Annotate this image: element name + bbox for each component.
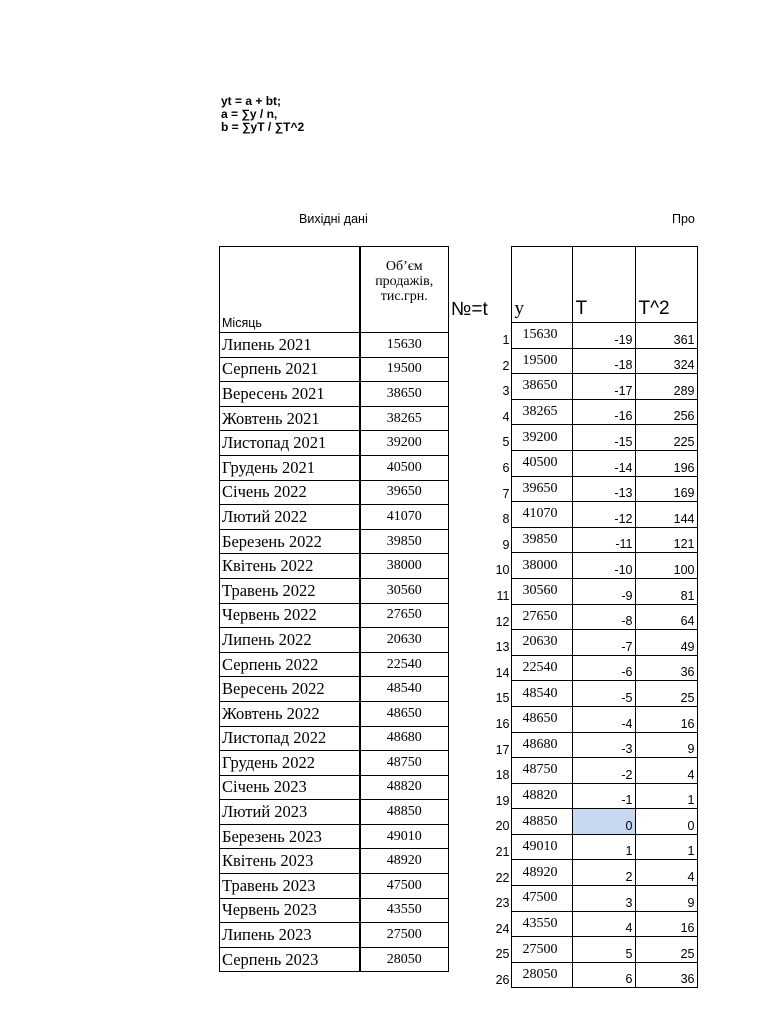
T2-cell[interactable]: 1 <box>635 783 697 809</box>
volume-cell[interactable]: 38000 <box>360 554 449 579</box>
y-cell[interactable]: 27500 <box>511 937 572 963</box>
T-cell[interactable]: -4 <box>572 706 635 732</box>
T2-cell[interactable]: 361 <box>635 323 697 349</box>
t-cell[interactable]: 15 <box>495 691 510 706</box>
y-cell[interactable]: 15630 <box>511 323 572 349</box>
month-cell[interactable]: Серпень 2022 <box>220 652 360 677</box>
T2-cell[interactable]: 324 <box>635 348 697 374</box>
t-cell[interactable]: 3 <box>502 384 510 399</box>
table-row <box>220 603 449 628</box>
t-cell[interactable]: 10 <box>495 563 510 578</box>
header-T[interactable]: T <box>572 247 635 323</box>
T-cell[interactable]: -19 <box>572 323 635 349</box>
volume-cell[interactable]: 48650 <box>360 701 449 726</box>
T2-cell[interactable]: 1 <box>635 834 697 860</box>
t-cell[interactable]: 14 <box>495 665 510 680</box>
T-cell[interactable]: -16 <box>572 399 635 425</box>
header-t[interactable]: №=t <box>451 298 488 320</box>
T-cell[interactable]: 4 <box>572 911 635 937</box>
table-row <box>448 681 697 707</box>
header-y[interactable]: y <box>511 247 572 323</box>
table-row <box>448 578 697 604</box>
month-cell[interactable]: Жовтень 2021 <box>220 406 360 431</box>
month-cell[interactable]: Травень 2022 <box>220 578 360 603</box>
volume-cell[interactable]: 48680 <box>360 726 449 751</box>
table-row <box>220 726 449 751</box>
table-row <box>448 706 697 732</box>
T-cell[interactable]: -14 <box>572 450 635 476</box>
t-cell[interactable]: 7 <box>502 486 510 501</box>
header-volume[interactable]: Об’єм продажів, тис.грн. <box>360 247 449 333</box>
calc-caption: Про <box>672 212 695 226</box>
volume-cell[interactable]: 38650 <box>360 382 449 407</box>
y-cell[interactable]: 20630 <box>511 630 572 656</box>
T-cell[interactable]: -5 <box>572 681 635 707</box>
table-row <box>220 554 449 579</box>
T-cell[interactable]: -1 <box>572 783 635 809</box>
table-row <box>220 898 449 923</box>
table-row <box>220 701 449 726</box>
T2-cell[interactable]: 36 <box>635 962 697 988</box>
table-header-row <box>220 247 449 333</box>
t-cell[interactable]: 5 <box>502 435 510 450</box>
t-cell[interactable]: 25 <box>495 947 510 962</box>
T2-cell[interactable]: 196 <box>635 450 697 476</box>
month-cell[interactable]: Квітень 2022 <box>220 554 360 579</box>
T-cell[interactable]: -11 <box>572 527 635 553</box>
y-cell[interactable]: 22540 <box>511 655 572 681</box>
volume-cell[interactable]: 39200 <box>360 431 449 456</box>
month-cell[interactable]: Лютий 2022 <box>220 505 360 530</box>
table-row <box>220 751 449 776</box>
month-cell[interactable]: Грудень 2021 <box>220 455 360 480</box>
T-cell[interactable]: -10 <box>572 553 635 579</box>
volume-cell[interactable]: 20630 <box>360 628 449 653</box>
table-row <box>448 732 697 758</box>
volume-cell[interactable]: 47500 <box>360 874 449 899</box>
table-row <box>448 502 697 528</box>
table-row <box>448 348 697 374</box>
t-cell[interactable]: 26 <box>495 972 510 987</box>
T2-cell[interactable]: 25 <box>635 937 697 963</box>
t-cell[interactable]: 20 <box>495 819 510 834</box>
y-cell[interactable]: 48540 <box>511 681 572 707</box>
T-cell[interactable]: -13 <box>572 476 635 502</box>
table-row <box>448 450 697 476</box>
volume-cell[interactable]: 43550 <box>360 898 449 923</box>
volume-cell[interactable]: 48820 <box>360 775 449 800</box>
volume-cell[interactable]: 48850 <box>360 800 449 825</box>
header-T2[interactable]: T^2 <box>635 247 697 323</box>
volume-cell[interactable]: 48750 <box>360 751 449 776</box>
y-cell[interactable]: 19500 <box>511 348 572 374</box>
y-cell[interactable]: 48850 <box>511 809 572 835</box>
t-cell[interactable]: 11 <box>496 589 510 604</box>
T2-cell[interactable]: 289 <box>635 374 697 400</box>
volume-cell[interactable]: 38265 <box>360 406 449 431</box>
T-cell[interactable]: -8 <box>572 604 635 630</box>
T2-cell[interactable]: 4 <box>635 758 697 784</box>
t-cell[interactable]: 21 <box>495 844 510 859</box>
y-cell[interactable]: 39650 <box>511 476 572 502</box>
y-cell[interactable]: 43550 <box>511 911 572 937</box>
table-row <box>448 758 697 784</box>
y-cell[interactable]: 38000 <box>511 553 572 579</box>
month-cell[interactable]: Травень 2023 <box>220 874 360 899</box>
volume-cell[interactable]: 39650 <box>360 480 449 505</box>
volume-cell[interactable]: 22540 <box>360 652 449 677</box>
table-row <box>220 677 449 702</box>
y-cell[interactable]: 38265 <box>511 399 572 425</box>
T-cell[interactable]: -18 <box>572 348 635 374</box>
month-cell[interactable]: Червень 2023 <box>220 898 360 923</box>
month-cell[interactable]: Жовтень 2022 <box>220 701 360 726</box>
volume-cell[interactable]: 49010 <box>360 824 449 849</box>
formula-line-2: a = ∑y / n, <box>221 107 278 121</box>
T2-cell[interactable]: 64 <box>635 604 697 630</box>
T-cell[interactable]: 0 <box>572 809 635 835</box>
t-cell[interactable]: 17 <box>495 742 510 757</box>
table-row <box>448 399 697 425</box>
table-header-row <box>448 247 697 323</box>
T2-cell[interactable]: 25 <box>635 681 697 707</box>
T-cell[interactable]: 5 <box>572 937 635 963</box>
table-row <box>448 374 697 400</box>
volume-cell[interactable]: 39850 <box>360 529 449 554</box>
T-cell[interactable]: -15 <box>572 425 635 451</box>
T2-cell[interactable]: 256 <box>635 399 697 425</box>
t-cell[interactable]: 6 <box>502 461 510 476</box>
y-cell[interactable]: 48680 <box>511 732 572 758</box>
volume-cell[interactable]: 15630 <box>360 333 449 358</box>
table-row <box>220 406 449 431</box>
table-row <box>220 775 449 800</box>
t-cell[interactable]: 8 <box>502 512 510 527</box>
y-cell[interactable]: 27650 <box>511 604 572 630</box>
month-cell[interactable]: Червень 2022 <box>220 603 360 628</box>
calc-table <box>448 246 698 988</box>
T2-cell[interactable]: 16 <box>635 706 697 732</box>
T-cell[interactable]: -17 <box>572 374 635 400</box>
volume-cell[interactable]: 40500 <box>360 455 449 480</box>
table-row <box>220 529 449 554</box>
formula-line-1: yt = a + bt; <box>221 94 282 108</box>
T2-cell[interactable]: 169 <box>635 476 697 502</box>
month-cell[interactable]: Серпень 2021 <box>220 357 360 382</box>
table-row <box>220 874 449 899</box>
table-row <box>448 553 697 579</box>
t-cell[interactable]: 2 <box>502 358 510 373</box>
T-cell[interactable]: -12 <box>572 502 635 528</box>
y-cell[interactable]: 39200 <box>511 425 572 451</box>
month-cell[interactable]: Лютий 2023 <box>220 800 360 825</box>
T2-cell[interactable]: 144 <box>635 502 697 528</box>
month-cell[interactable]: Листопад 2021 <box>220 431 360 456</box>
table-row <box>448 630 697 656</box>
T2-cell[interactable]: 36 <box>635 655 697 681</box>
t-cell[interactable]: 12 <box>495 614 510 629</box>
table-row <box>220 800 449 825</box>
table-row <box>220 824 449 849</box>
T-cell[interactable]: -2 <box>572 758 635 784</box>
table-row <box>220 505 449 530</box>
table-row <box>448 937 697 963</box>
formula-block <box>221 95 304 134</box>
T2-cell[interactable]: 4 <box>635 860 697 886</box>
month-cell[interactable]: Серпень 2023 <box>220 947 360 972</box>
t-cell[interactable]: 19 <box>495 793 510 808</box>
t-cell[interactable]: 4 <box>502 409 510 424</box>
table-row <box>220 628 449 653</box>
header-month[interactable]: Місяць <box>220 247 360 333</box>
table-row <box>448 809 697 835</box>
table-row <box>448 655 697 681</box>
table-row <box>448 604 697 630</box>
T-cell[interactable]: -7 <box>572 630 635 656</box>
table-row <box>448 834 697 860</box>
table-row <box>448 527 697 553</box>
formula-line-3: b = ∑yT / ∑T^2 <box>221 120 305 134</box>
T2-cell[interactable]: 49 <box>635 630 697 656</box>
y-cell[interactable]: 30560 <box>511 578 572 604</box>
y-cell[interactable]: 48920 <box>511 860 572 886</box>
T-cell[interactable]: -9 <box>572 578 635 604</box>
T-cell[interactable]: 3 <box>572 886 635 912</box>
table-row <box>220 480 449 505</box>
y-cell[interactable]: 28050 <box>511 962 572 988</box>
month-cell[interactable]: Березень 2023 <box>220 824 360 849</box>
table-row <box>220 849 449 874</box>
table-row <box>220 455 449 480</box>
table-row <box>448 323 697 349</box>
volume-cell[interactable]: 27500 <box>360 923 449 948</box>
month-cell[interactable]: Березень 2022 <box>220 529 360 554</box>
T-cell[interactable]: 2 <box>572 860 635 886</box>
table-row <box>220 923 449 948</box>
table-row <box>220 357 449 382</box>
T2-cell[interactable]: 0 <box>635 809 697 835</box>
month-cell[interactable]: Липень 2021 <box>220 333 360 358</box>
table-row <box>448 962 697 988</box>
t-cell[interactable]: 1 <box>502 333 510 348</box>
t-cell[interactable]: 23 <box>495 896 510 911</box>
y-cell[interactable]: 38650 <box>511 374 572 400</box>
T2-cell[interactable]: 9 <box>635 886 697 912</box>
t-cell[interactable]: 24 <box>495 921 510 936</box>
volume-cell[interactable]: 19500 <box>360 357 449 382</box>
T2-cell[interactable]: 225 <box>635 425 697 451</box>
table-row <box>220 652 449 677</box>
table-row <box>448 860 697 886</box>
y-cell[interactable]: 47500 <box>511 886 572 912</box>
month-cell[interactable]: Січень 2022 <box>220 480 360 505</box>
table-row <box>220 333 449 358</box>
table-row <box>220 382 449 407</box>
volume-cell[interactable]: 30560 <box>360 578 449 603</box>
volume-cell[interactable]: 28050 <box>360 947 449 972</box>
t-cell[interactable]: 18 <box>495 768 510 783</box>
table-row <box>448 425 697 451</box>
month-cell[interactable]: Липень 2023 <box>220 923 360 948</box>
y-cell[interactable]: 39850 <box>511 527 572 553</box>
T-cell[interactable]: -3 <box>572 732 635 758</box>
y-cell[interactable]: 48750 <box>511 758 572 784</box>
table-row <box>220 947 449 972</box>
table-row <box>220 431 449 456</box>
month-cell[interactable]: Квітень 2023 <box>220 849 360 874</box>
T-cell[interactable]: 1 <box>572 834 635 860</box>
month-cell[interactable]: Вересень 2022 <box>220 677 360 702</box>
volume-cell[interactable]: 48540 <box>360 677 449 702</box>
T2-cell[interactable]: 16 <box>635 911 697 937</box>
table-row <box>448 911 697 937</box>
month-cell[interactable]: Липень 2022 <box>220 628 360 653</box>
y-cell[interactable]: 41070 <box>511 502 572 528</box>
volume-cell[interactable]: 48920 <box>360 849 449 874</box>
month-cell[interactable]: Грудень 2022 <box>220 751 360 776</box>
t-cell[interactable]: 22 <box>495 870 510 885</box>
T2-cell[interactable]: 81 <box>635 578 697 604</box>
t-cell[interactable]: 16 <box>495 717 510 731</box>
T-cell[interactable]: 6 <box>572 962 635 988</box>
table-row <box>448 476 697 502</box>
y-cell[interactable]: 48820 <box>511 783 572 809</box>
source-data-caption: Вихідні дані <box>299 212 368 226</box>
T2-cell[interactable]: 121 <box>635 527 697 553</box>
month-cell[interactable]: Листопад 2022 <box>220 726 360 751</box>
t-cell[interactable]: 13 <box>495 640 510 655</box>
month-cell[interactable]: Вересень 2021 <box>220 382 360 407</box>
y-cell[interactable]: 40500 <box>511 450 572 476</box>
volume-cell[interactable]: 41070 <box>360 505 449 530</box>
volume-cell[interactable]: 27650 <box>360 603 449 628</box>
t-cell[interactable]: 9 <box>502 537 510 552</box>
table-row <box>220 578 449 603</box>
month-cell[interactable]: Січень 2023 <box>220 775 360 800</box>
T2-cell[interactable]: 9 <box>635 732 697 758</box>
y-cell[interactable]: 48650 <box>511 706 572 732</box>
T2-cell[interactable]: 100 <box>635 553 697 579</box>
source-data-table <box>219 246 449 972</box>
table-row <box>448 783 697 809</box>
table-row <box>448 886 697 912</box>
y-cell[interactable]: 49010 <box>511 834 572 860</box>
T-cell[interactable]: -6 <box>572 655 635 681</box>
